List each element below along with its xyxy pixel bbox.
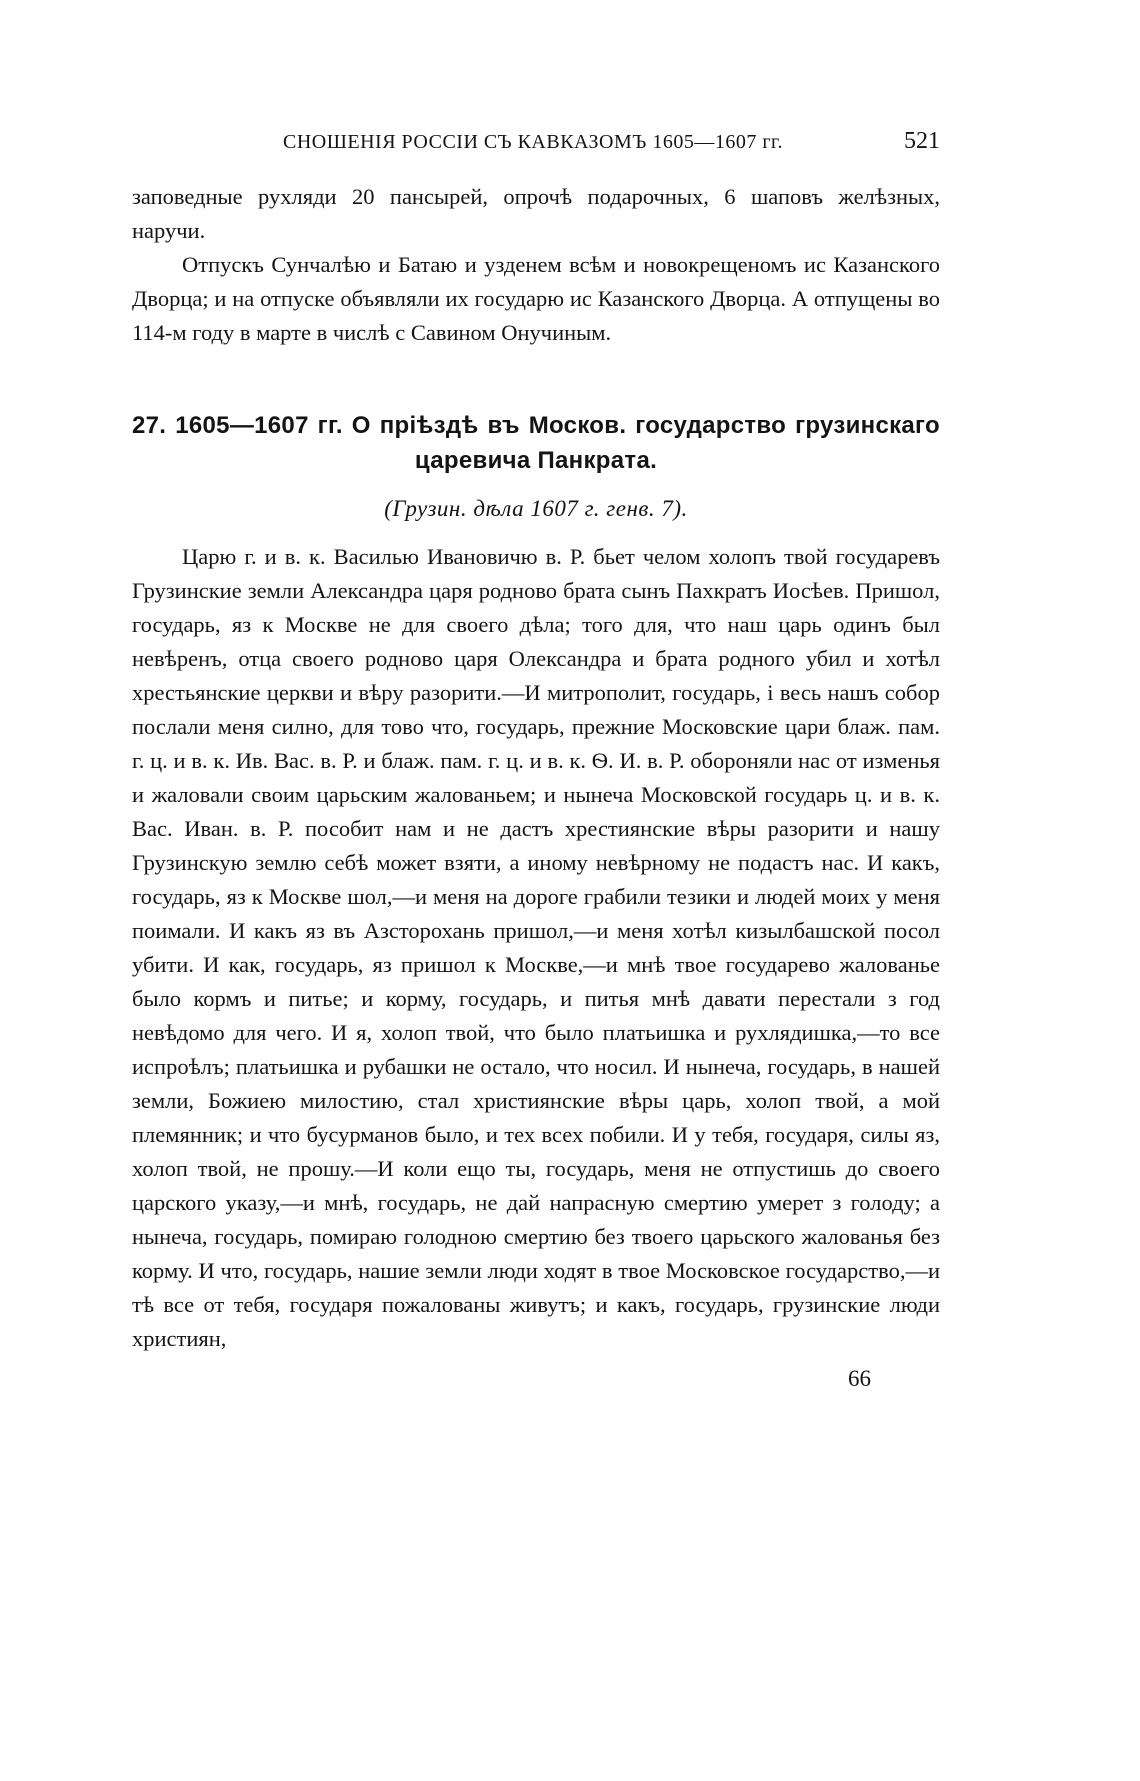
section-heading-line-1: 27. 1605—1607 гг. О пріѣздѣ въ Москов. государство грузинскаго [132,412,940,439]
section-heading-line-2: царевича Панкрата. [414,447,658,474]
source-reference: (Грузин. дѣла 1607 г. генв. 7). [384,496,688,521]
section-heading [132,408,940,478]
running-head [132,128,940,168]
petition-paragraph: Царю г. и в. к. Василью Ивановичю в. Р. бьет челом холопъ твой государевъ Грузинские земли Александра царя родново брата сынъ Пахкратъ Иосѣев. Пришол, государь, яз к Москве не для своего дѣла; того для, что наш царь одинъ был невѣренъ, отца своего родново царя Олександра и брата родного убил и хотѣл хрестьянские церкви и вѣру разорити.—И митрополит, государь, і весь нашъ собор послали меня силно, для тово что, государь, прежние Московские цари блаж. пам. г. ц. и в. к. Ив. Вас. в. Р. и блаж. пам. г. ц. и в. к. Ѳ. И. в. Р. обороняли нас от изменья и жаловали своим царьским жалованьем; и нынеча Московской государь ц. и в. к. Вас. Иван. в. Р. пособит нам и не дастъ хрестиянские вѣры разорити и нашу Грузинскую землю себѣ может взяти, а иному невѣрному не подастъ нас. И какъ, государь, яз к Москве шол,—и меня на дороге грабили тезики и людей моих у меня поимали. И какъ яз въ Азсторохань пришол,—и меня хотѣл кизылбашской посол убити. И как, государь, яз пришол к Москве,—и мнѣ твое государево жалованье было кормъ и питье; и корму, государь, и питья мнѣ давати перестали з год невѣдомо для чего. И я, холоп твой, что было платьишка и рухлядишка,—то все испроѣлъ; платьишка и рубашки не остало, что носил. И нынеча, государь, в нашей земли, Божиею милостию, стал християнские вѣры царь, холоп твой, а мой племянник; и что бусурманов было, и тех всех побили. И у тебя, государя, силы яз, холоп твой, не прошу.—И коли ещо ты, государь, меня не отпустишь до своего царского указу,—и мнѣ, государь, не дай напрасную смертию умерет з голоду; а нынеча, государь, помираю голодною смертию без твоего царьского жалованья без корму. И что, государь, нашие земли люди ходят в твое Московское государство,—и тѣ все от тебя, государя пожалованы живутъ; и какъ, государь, грузинские люди християн, [132,544,940,1351]
book-page [132,128,940,1396]
carryover-paragraph: заповедные рухляди 20 пансырей, опрочѣ подарочных, 6 шаповъ желѣзных, наручи. [132,184,940,243]
signature-mark: 66 [848,1366,871,1391]
page-number: 521 [904,128,940,154]
release-paragraph: Отпускъ Сунчалѣю и Батаю и узденем всѣм и новокрещеномъ ис Казанского Дворца; и на отпуске объявляли их государю ис Казанского Дворца. А отпущены во 114-м году в марте в числѣ с Савином Онучиным. [132,252,940,345]
running-head-title: СНОШЕНІЯ РОССІИ СЪ КАВКАЗОМЪ 1605—1607 гг. [282,131,784,153]
